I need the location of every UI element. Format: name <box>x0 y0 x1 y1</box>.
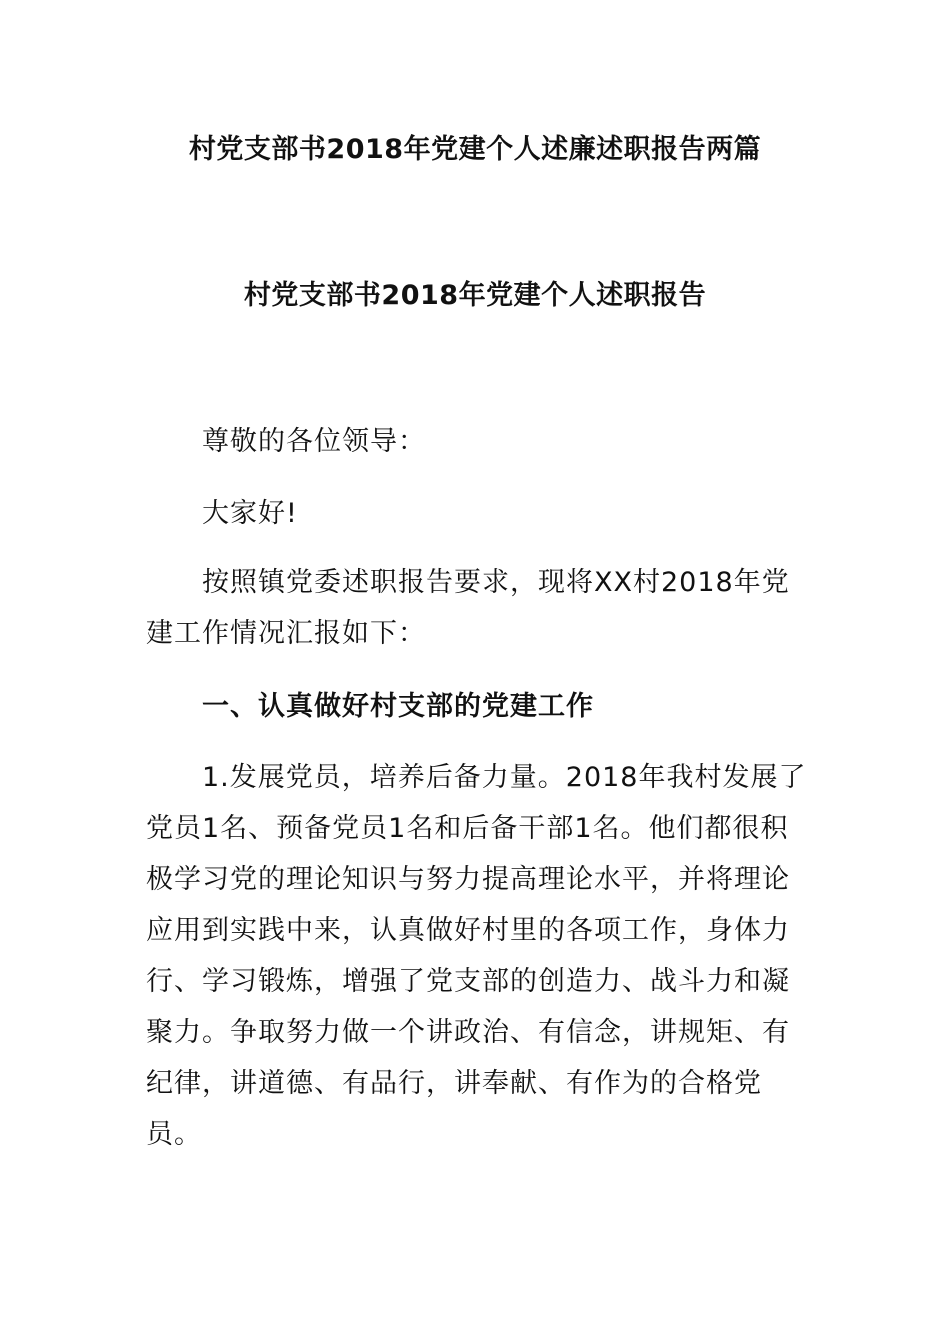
document-title: 村党支部书2018年党建个人述廉述职报告两篇 <box>188 134 762 165</box>
intro-paragraph <box>146 557 810 659</box>
section-heading-text: 一、认真做好村支部的党建工作 <box>202 691 594 722</box>
salutation-paragraph <box>146 416 810 467</box>
salutation-text: 尊敬的各位领导： <box>202 426 426 457</box>
greeting-text: 大家好! <box>202 498 298 529</box>
intro-text: 按照镇党委述职报告要求，现将XX村2018年党建工作情况汇报如下： <box>146 567 790 649</box>
greeting-paragraph <box>146 488 810 539</box>
section-heading <box>146 681 810 732</box>
report-subtitle: 村党支部书2018年党建个人述职报告 <box>243 280 707 311</box>
body-paragraph-text: 1.发展党员，培养后备力量。2018年我村发展了党员1名、预备党员1名和后备干部1名。他们都很积极学习党的理论知识与努力提高理论水平，并将理论应用到实践中来，认真做好村里的各项工作，身体力行、学习锻炼，增强了党支部的创造力、战斗力和凝聚力。争取努力做一个讲政治、有信念，讲规矩、有纪律，讲道德、有品行，讲奉献、有作为的合格党员。 <box>146 762 807 1150</box>
body-paragraph <box>146 752 810 1160</box>
